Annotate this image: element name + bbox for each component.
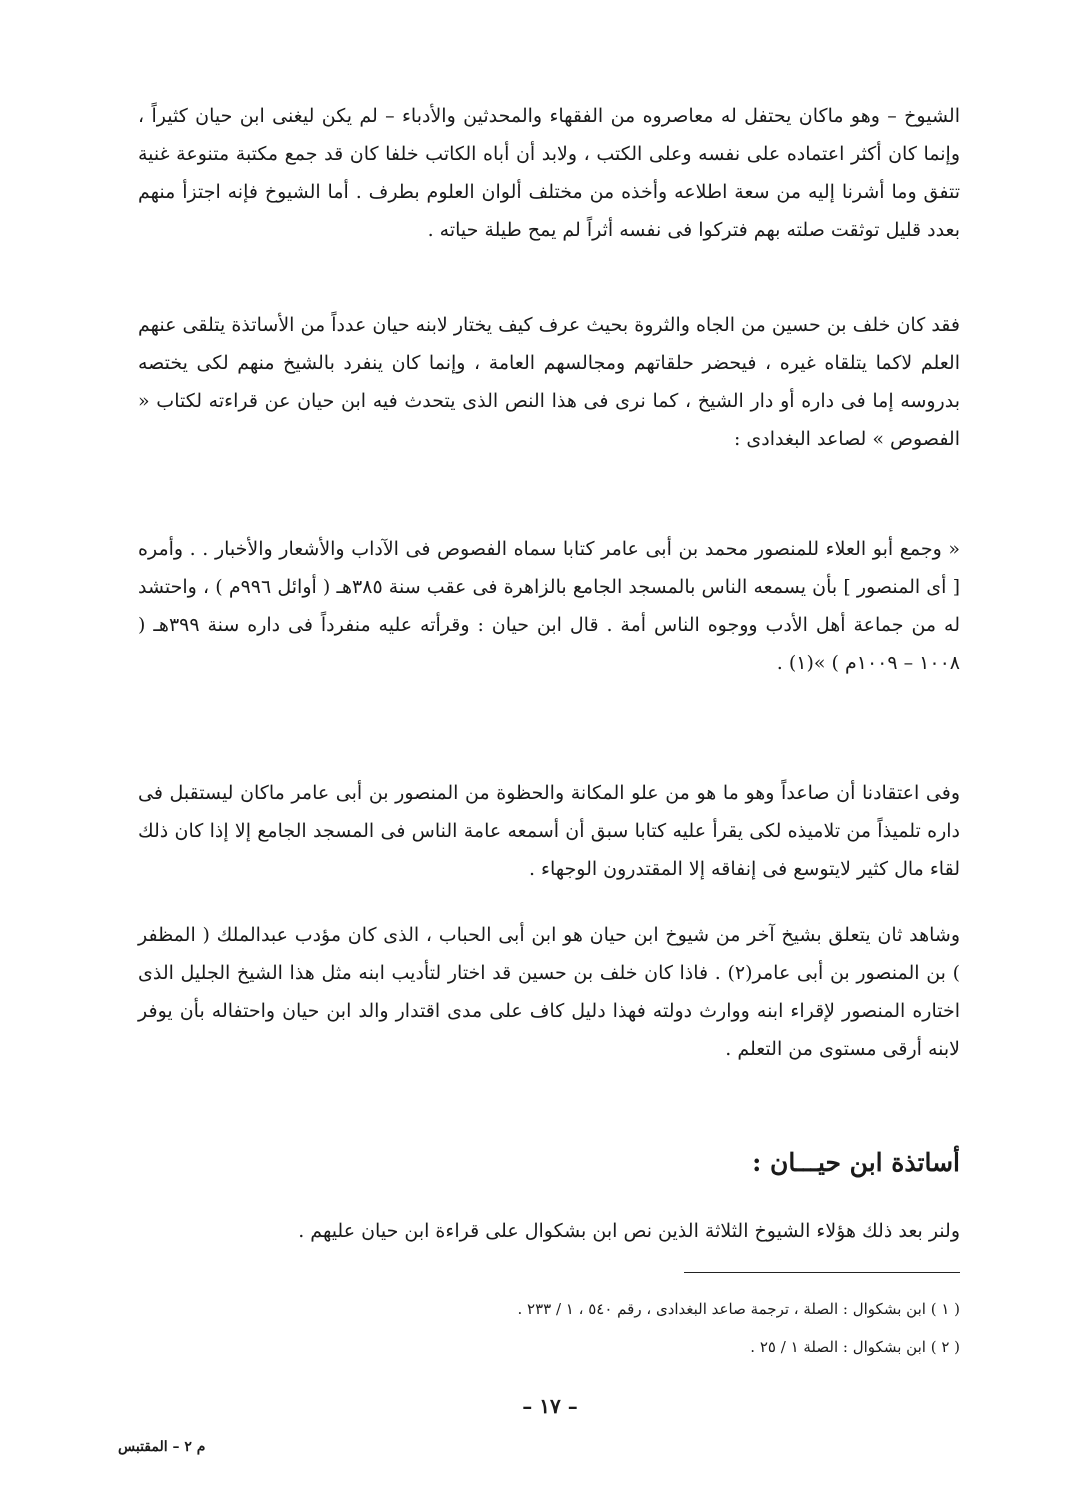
body-paragraph — [138, 916, 960, 1068]
body-paragraph — [138, 97, 960, 249]
footnote: ( ١ ) ابن بشكوال : الصلة ، ترجمة صاعد البغدادى ، رقم ٥٤٠ ، ١ / ٢٣٣ . — [517, 1300, 960, 1318]
paragraph-text: ولنر بعد ذلك هؤلاء الشيوخ الثلاثة الذين نص ابن بشكوال على قراءة ابن حيان عليهم . — [298, 1220, 960, 1242]
body-paragraph — [138, 306, 960, 458]
footnote: ( ٢ ) ابن بشكوال : الصلة ١ / ٢٥ . — [750, 1338, 960, 1356]
paragraph-text: وشاهد ثان يتعلق بشيخ آخر من شيوخ ابن حيان هو ابن أبى الحباب ، الذى كان مؤدب عبدالملك ( المظفر ) بن المنصور بن أبى عامر(٢) . فاذا كان خلف بن حسين قد اختار لتأديب ابنه مثل هذا الشيخ الجليل الذى اختاره المنصور لإقراء ابنه ووارث دولته فهذا دليل كاف على مدى اقتدار والد ابن حيان واحتفاله بأن يوفر لابنه أرقى مستوى من التعلم . — [138, 924, 960, 1060]
paragraph-text: فقد كان خلف بن حسين من الجاه والثروة بحيث عرف كيف يختار لابنه حيان عدداً من الأساتذة يتلقى عنهم العلم لاكما يتلقاه غيره ، فيحضر حلقاتهم ومجالسهم العامة ، وإنما كان ينفرد بالشيخ منهم لكى يختصه بدروسه إما فى داره أو دار الشيخ ، كما نرى فى هذا النص الذى يتحدث فيه ابن حيان عن قراءته لكتاب « الفصوص » لصاعد البغدادى : — [138, 314, 960, 450]
paragraph-text: وفى اعتقادنا أن صاعداً وهو ما هو من علو المكانة والحظوة من المنصور بن أبى عامر ماكان ليستقبل فى داره تلميذاً من تلاميذه لكى يقرأ عليه كتابا سبق أن أسمعه عامة الناس فى المسجد الجامع إلا إذا كان ذلك لقاء مال كثير لايتوسع فى إنفاقه إلا المقتدرون الوجهاء . — [138, 782, 960, 880]
body-paragraph — [138, 774, 960, 888]
closing-paragraph — [138, 1212, 960, 1250]
signature-mark: م ٢ – المقتبس — [118, 1439, 206, 1455]
section-heading: أساتذة ابن حيـــان : — [752, 1148, 960, 1177]
quotation-paragraph — [138, 530, 960, 682]
footnote-divider — [684, 1272, 960, 1273]
page-number: – ١٧ – — [522, 1394, 578, 1418]
paragraph-text: « وجمع أبو العلاء للمنصور محمد بن أبى عامر كتابا سماه الفصوص فى الآداب والأشعار والأخبار . . وأمره [ أى المنصور ] بأن يسمعه الناس بالمسجد الجامع بالزاهرة فى عقب سنة ٣٨٥هـ ( أوائل ٩٩٦م ) ، واحتشد له من جماعة أهل الأدب ووجوه الناس أمة . قال ابن حيان : وقرأته عليه منفرداً فى داره سنة ٣٩٩هـ ( ١٠٠٨ – ١٠٠٩م ) »(١) . — [138, 538, 961, 674]
paragraph-text: الشيوخ – وهو ماكان يحتفل له معاصروه من الفقهاء والمحدثين والأدباء – لم يكن ليغنى ابن حيان كثيراً ، وإنما كان أكثر اعتماده على نفسه وعلى الكتب ، ولابد أن أباه الكاتب خلفا كان قد جمع مكتبة متنوعة غنية تتفق وما أشرنا إليه من سعة اطلاعه وأخذه من مختلف ألوان العلوم بطرف . أما الشيوخ فإنه اجتزأ منهم بعدد قليل توثقت صلته بهم فتركوا فى نفسه أثراً لم يمح طيلة حياته . — [138, 105, 960, 241]
